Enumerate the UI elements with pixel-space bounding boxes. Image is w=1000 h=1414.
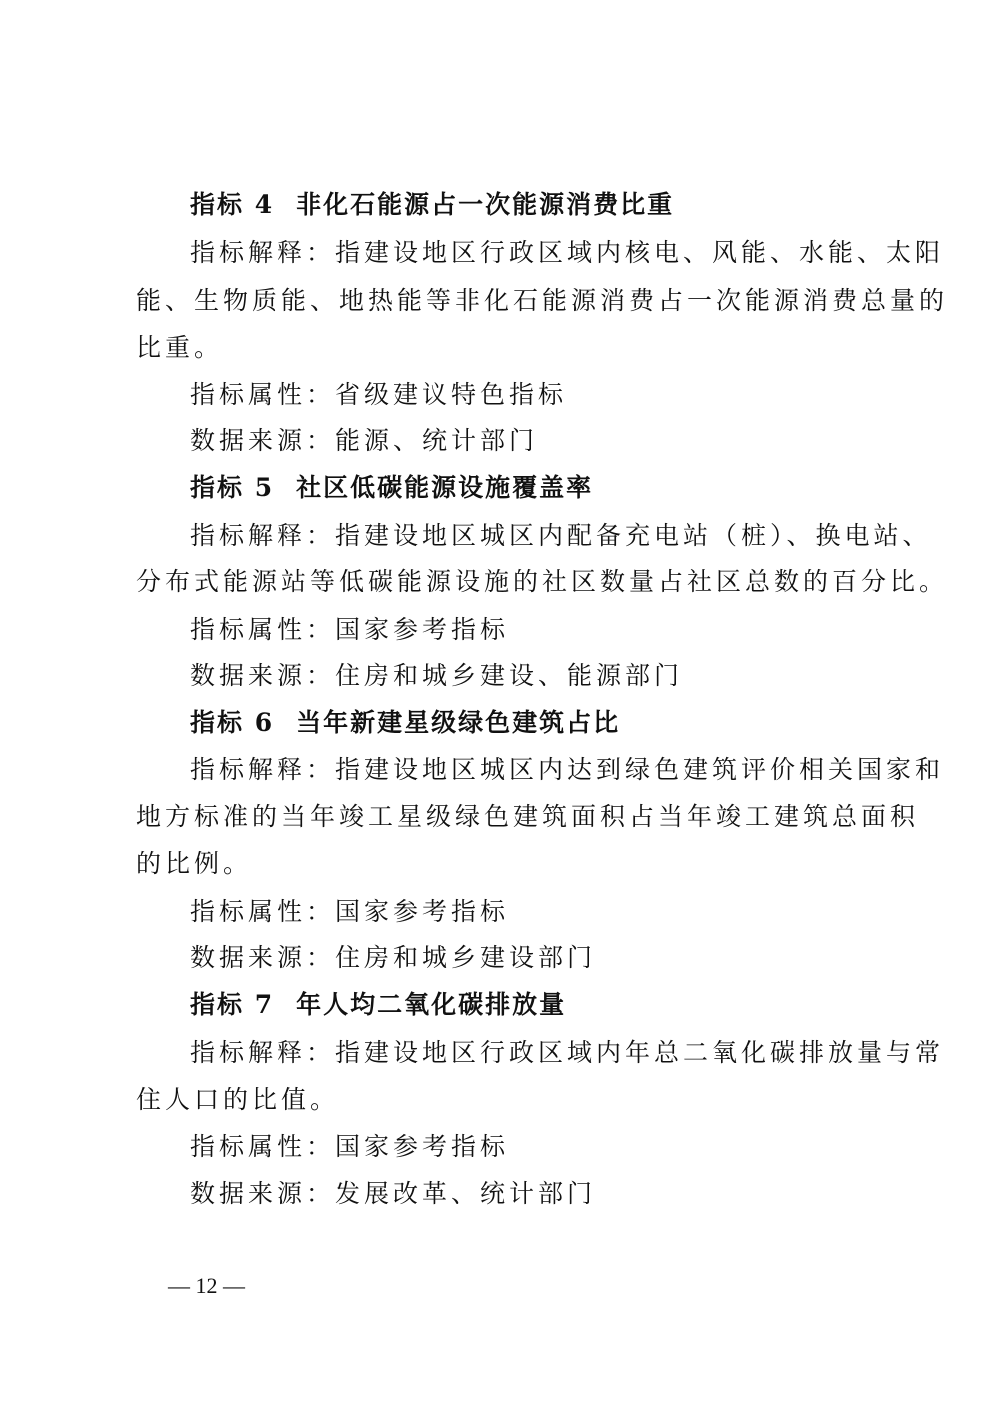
section-6-explanation-line-3: 的比例。 [136, 849, 253, 878]
section-7-attribute: 指标属性：国家参考指标 [190, 1132, 510, 1161]
section-4-number: 指标 4 [190, 190, 275, 219]
section-7-source: 数据来源：发展改革、统计部门 [190, 1179, 597, 1208]
section-5-attribute: 指标属性：国家参考指标 [190, 615, 510, 644]
section-6-explanation-line-2: 地方标准的当年竣工星级绿色建筑面积占当年竣工建筑总面积 [136, 802, 920, 831]
section-4-source: 数据来源：能源、统计部门 [190, 426, 539, 455]
section-6-explanation-line-1: 指标解释：指建设地区城区内达到绿色建筑评价相关国家和 [190, 755, 945, 784]
section-5-source: 数据来源：住房和城乡建设、能源部门 [190, 661, 684, 690]
section-6-attribute: 指标属性：国家参考指标 [190, 897, 510, 926]
section-7-explanation-line-2: 住人口的比值。 [136, 1085, 340, 1114]
section-6-number: 指标 6 [190, 708, 275, 737]
section-7-number: 指标 7 [190, 990, 275, 1019]
section-6-heading [190, 708, 620, 738]
section-5-explanation-line-2: 分布式能源站等低碳能源设施的社区数量占社区总数的百分比。 [136, 567, 949, 596]
section-7-explanation-line-1: 指标解释：指建设地区行政区域内年总二氧化碳排放量与常 [190, 1038, 945, 1067]
section-4-attribute: 指标属性：省级建议特色指标 [190, 380, 568, 409]
section-4-explanation-line-2: 能、生物质能、地热能等非化石能源消费占一次能源消费总量的 [136, 286, 949, 315]
section-7-title: 年人均二氧化碳排放量 [296, 990, 567, 1019]
section-7-heading [190, 990, 566, 1020]
section-5-title: 社区低碳能源设施覆盖率 [296, 473, 594, 502]
section-4-explanation-line-1: 指标解释：指建设地区行政区域内核电、风能、水能、太阳 [190, 238, 945, 267]
section-5-explanation-line-1: 指标解释：指建设地区城区内配备充电站（桩）、换电站、 [190, 521, 932, 550]
section-6-title: 当年新建星级绿色建筑占比 [296, 708, 621, 737]
section-4-title: 非化石能源占一次能源消费比重 [296, 190, 675, 219]
section-5-number: 指标 5 [190, 473, 275, 502]
section-5-heading [190, 473, 593, 503]
page-number: — 12 — [168, 1273, 245, 1298]
section-6-source: 数据来源：住房和城乡建设部门 [190, 943, 597, 972]
section-4-explanation-line-3: 比重。 [136, 333, 224, 362]
section-4-heading [190, 190, 674, 220]
